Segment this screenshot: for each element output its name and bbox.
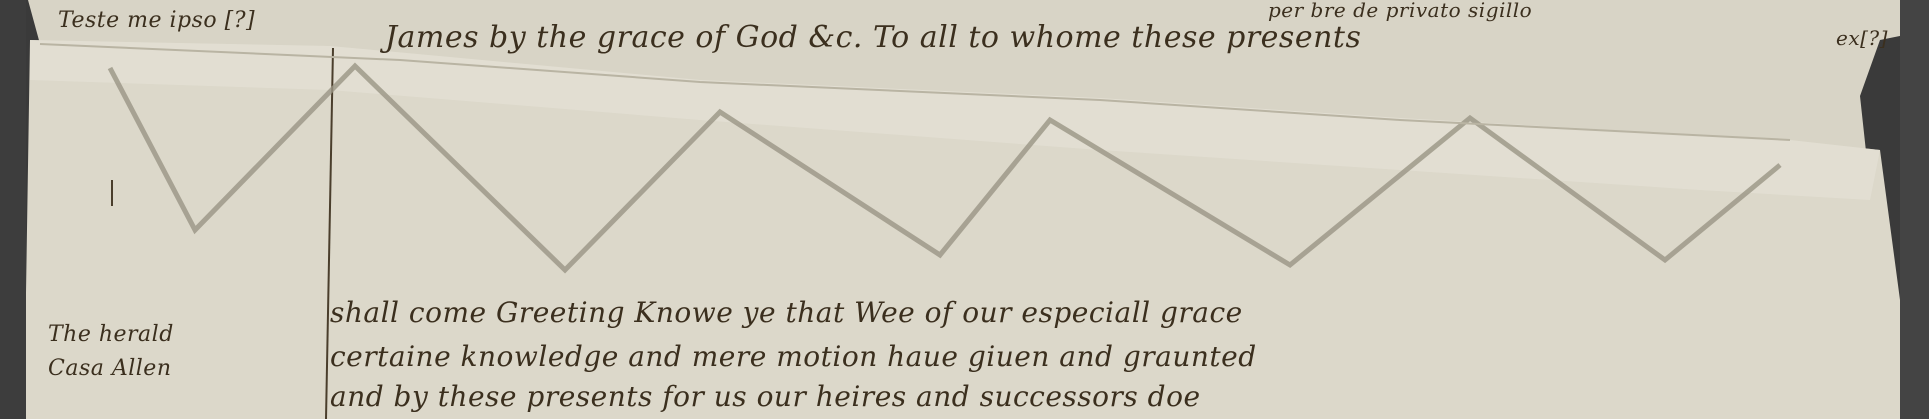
heading-line: James by the grace of God &c. To all to whome these presents: [385, 20, 1362, 55]
corner-mark: ex[?]: [1836, 26, 1888, 50]
margin-note-line-2: Casa Allen: [48, 356, 172, 381]
top-right-note: per bre de privato sigillo: [1268, 0, 1533, 22]
margin-note-line-1: The herald: [48, 322, 174, 347]
body-line-3: and by these presents for us our heires and successors doe: [330, 380, 1201, 413]
body-line-1: shall come Greeting Knowe ye that Wee of our especiall grace: [330, 296, 1243, 329]
right-edge: [1900, 0, 1929, 419]
top-left-note: Teste me ipso [?]: [58, 8, 256, 33]
left-edge: [0, 0, 26, 419]
body-line-2: certaine knowledge and mere motion haue giuen and graunted: [330, 340, 1257, 373]
